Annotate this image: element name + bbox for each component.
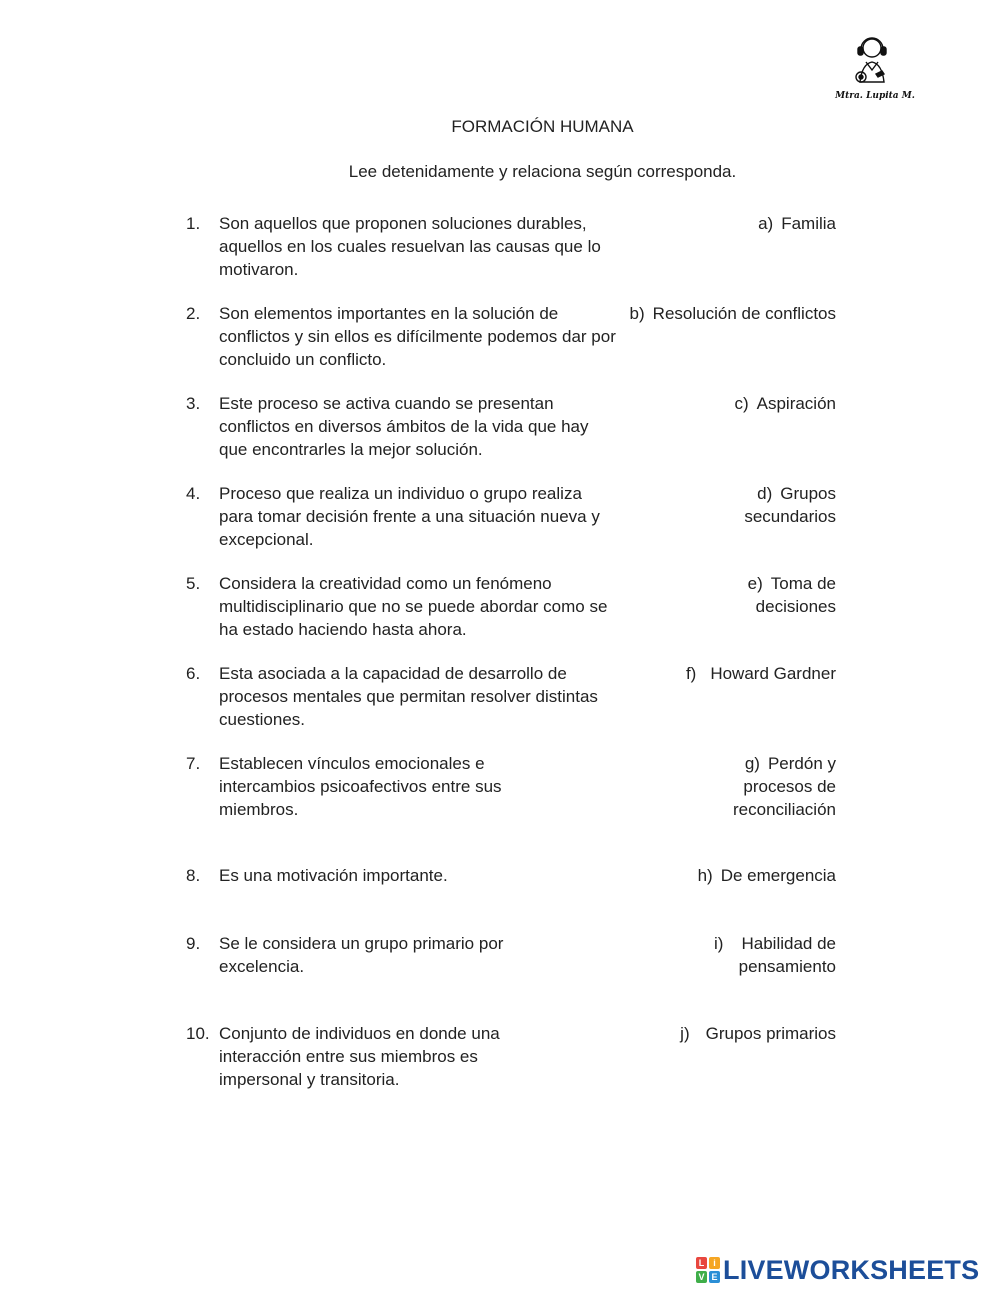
- option-letter: d): [757, 484, 773, 503]
- answer-option: [620, 662, 836, 685]
- question-number: 5.: [186, 574, 201, 593]
- question-text: Este proceso se activa cuando se presentan conflictos en diversos ámbitos de la vida que hay que encontrarles la mejor solución.: [219, 394, 589, 459]
- question-number: 7.: [186, 754, 201, 773]
- signature: Mtra. Lupita M.: [835, 91, 915, 101]
- answer-option: [620, 864, 836, 887]
- option-letter: f): [685, 664, 697, 683]
- option-text: Grupos secundarios: [744, 484, 836, 526]
- answer-option: [620, 392, 836, 415]
- option-letter: i): [714, 934, 724, 953]
- option-text: De emergencia: [720, 866, 836, 885]
- question-text: Conjunto de individuos en donde una interacción entre sus miembros es impersonal y transitoria.: [219, 1024, 500, 1089]
- option-text: Howard Gardner: [710, 664, 836, 683]
- option-letter: a): [758, 214, 774, 233]
- teacher-headset-icon: [842, 34, 902, 89]
- question-text: Es una motivación importante.: [219, 866, 448, 885]
- instructions: Lee detenidamente y relaciona según corresponda.: [348, 162, 737, 181]
- option-letter: j): [680, 1024, 690, 1043]
- question-text: Establecen vínculos emocionales e intercambios psicoafectivos entre sus miembros.: [219, 754, 502, 819]
- teacher-logo: [830, 34, 920, 109]
- brand-block-letter: E: [709, 1271, 720, 1283]
- question-number: 1.: [186, 214, 201, 233]
- question-number: 3.: [186, 394, 201, 413]
- option-text: Perdón y procesos de reconciliación: [733, 754, 836, 819]
- answer-option: [620, 302, 836, 325]
- page-title: FORMACIÓN HUMANA: [451, 117, 634, 136]
- question-text: Proceso que realiza un individuo o grupo realiza para tomar decisión frente a una situación nueva y excepcional.: [219, 484, 600, 549]
- question-text: Son aquellos que proponen soluciones durables, aquellos en los cuales resuelvan las causas que lo motivaron.: [219, 214, 601, 279]
- option-letter: e): [747, 574, 763, 593]
- question-text: Esta asociada a la capacidad de desarrollo de procesos mentales que permitan resolver distintas cuestiones.: [219, 664, 598, 729]
- option-text: Familia: [781, 214, 836, 233]
- question-text: Considera la creatividad como un fenómeno multidisciplinario que no se puede abordar como se ha estado haciendo hasta ahora.: [219, 574, 608, 639]
- brand-name: LIVEWORKSHEETS: [723, 1254, 980, 1285]
- question-number: 6.: [186, 664, 201, 683]
- option-letter: c): [734, 394, 749, 413]
- option-text: Habilidad de pensamiento: [738, 934, 836, 976]
- question-text: Se le considera un grupo primario por excelencia.: [219, 934, 504, 976]
- liveworksheets-logo: [696, 1255, 979, 1285]
- answer-option: [700, 482, 836, 528]
- question-number: 4.: [186, 484, 201, 503]
- question-number: 9.: [186, 934, 201, 953]
- brand-block-letter: i: [709, 1257, 720, 1269]
- answer-option: [620, 1022, 836, 1045]
- brand-block-letter: L: [696, 1257, 707, 1269]
- option-letter: b): [629, 304, 645, 323]
- option-letter: h): [697, 866, 713, 885]
- question-number: 10.: [186, 1024, 210, 1043]
- question-number: 2.: [186, 304, 201, 323]
- answer-option: [620, 212, 836, 235]
- question-text: Son elementos importantes en la solución de conflictos y sin ellos es difícilmente podemos dar por concluido un conflicto.: [219, 304, 616, 369]
- option-text: Resolución de conflictos: [652, 304, 836, 323]
- option-text: Toma de decisiones: [755, 574, 836, 616]
- answer-option: [700, 572, 836, 618]
- option-text: Aspiración: [756, 394, 836, 413]
- option-letter: g): [744, 754, 760, 773]
- answer-option: [690, 932, 836, 978]
- option-text: Grupos primarios: [705, 1024, 836, 1043]
- answer-option: [705, 752, 836, 821]
- brand-block-letter: V: [696, 1271, 707, 1283]
- liveworksheets-blocks-icon: [696, 1257, 720, 1283]
- question-number: 8.: [186, 866, 201, 885]
